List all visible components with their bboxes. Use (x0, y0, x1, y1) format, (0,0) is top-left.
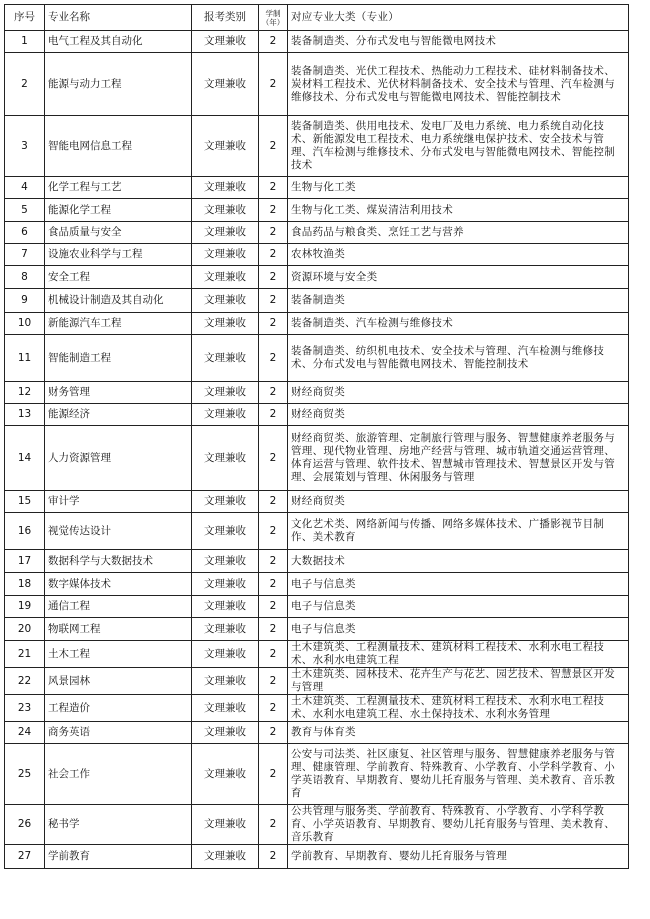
row-type: 文理兼收 (192, 177, 259, 199)
row-years: 2 (259, 289, 288, 313)
row-years: 2 (259, 744, 288, 805)
row-type: 文理兼收 (192, 513, 259, 550)
table-row (5, 641, 629, 668)
row-years: 2 (259, 722, 288, 744)
table-row (5, 289, 629, 313)
row-category: 财经商贸类 (288, 382, 629, 404)
row-name: 学前教育 (45, 845, 192, 869)
row-no: 8 (5, 266, 45, 289)
row-no: 26 (5, 805, 45, 845)
row-category: 生物与化工类 (288, 177, 629, 199)
row-no: 27 (5, 845, 45, 869)
row-name: 人力资源管理 (45, 426, 192, 491)
table-row (5, 222, 629, 244)
row-type: 文理兼收 (192, 404, 259, 426)
row-category: 学前教育、早期教育、婴幼儿托育服务与管理 (288, 845, 629, 869)
header-name: 专业名称 (45, 5, 192, 31)
table-row (5, 513, 629, 550)
table-row (5, 335, 629, 382)
row-no: 13 (5, 404, 45, 426)
row-category: 财经商贸类、旅游管理、定制旅行管理与服务、智慧健康养老服务与管理、现代物业管理、房地产经营与管理、城市轨道交通运营管理、体育运营与管理、软件技术、智慧城市管理技术、智慧景区开发与管理、会展策划与管理、休闲服务与管理 (288, 426, 629, 491)
row-years: 2 (259, 805, 288, 845)
row-type: 文理兼收 (192, 722, 259, 744)
table-row (5, 695, 629, 722)
row-name: 数字媒体技术 (45, 573, 192, 596)
row-years: 2 (259, 491, 288, 513)
header-years: 学制（年） (259, 5, 288, 31)
row-category: 财经商贸类 (288, 404, 629, 426)
row-no: 7 (5, 244, 45, 266)
table-row (5, 845, 629, 869)
row-years: 2 (259, 382, 288, 404)
row-type: 文理兼收 (192, 199, 259, 222)
row-no: 2 (5, 53, 45, 116)
major-table (4, 4, 629, 869)
row-no: 11 (5, 335, 45, 382)
table-row (5, 805, 629, 845)
row-type: 文理兼收 (192, 845, 259, 869)
row-type: 文理兼收 (192, 222, 259, 244)
row-name: 通信工程 (45, 596, 192, 618)
row-years: 2 (259, 244, 288, 266)
row-no: 20 (5, 618, 45, 641)
row-years: 2 (259, 641, 288, 668)
row-years: 2 (259, 266, 288, 289)
row-no: 17 (5, 550, 45, 573)
row-category: 财经商贸类 (288, 491, 629, 513)
row-type: 文理兼收 (192, 53, 259, 116)
table-row (5, 313, 629, 335)
row-category: 文化艺术类、网络新闻与传播、网络多媒体技术、广播影视节目制作、美术教育 (288, 513, 629, 550)
row-name: 数据科学与大数据技术 (45, 550, 192, 573)
row-no: 23 (5, 695, 45, 722)
row-years: 2 (259, 596, 288, 618)
row-name: 新能源汽车工程 (45, 313, 192, 335)
table-row (5, 668, 629, 695)
row-years: 2 (259, 550, 288, 573)
row-name: 审计学 (45, 491, 192, 513)
row-type: 文理兼收 (192, 744, 259, 805)
header-type: 报考类别 (192, 5, 259, 31)
row-years: 2 (259, 313, 288, 335)
row-years: 2 (259, 31, 288, 53)
row-years: 2 (259, 177, 288, 199)
row-type: 文理兼收 (192, 335, 259, 382)
row-category: 装备制造类、供用电技术、发电厂及电力系统、电力系统自动化技术、新能源发电工程技术、电力系统继电保护技术、安全技术与管理、汽车检测与维修技术、分布式发电与智能微电网技术、智能控制技术 (288, 116, 629, 177)
row-years: 2 (259, 404, 288, 426)
row-name: 能源与动力工程 (45, 53, 192, 116)
table-row (5, 116, 629, 177)
row-category: 土木建筑类、工程测量技术、建筑材料工程技术、水利水电工程技术、水利水电建筑工程 (288, 641, 629, 668)
row-name: 土木工程 (45, 641, 192, 668)
row-name: 机械设计制造及其自动化 (45, 289, 192, 313)
row-no: 6 (5, 222, 45, 244)
row-years: 2 (259, 222, 288, 244)
row-name: 安全工程 (45, 266, 192, 289)
table-row (5, 382, 629, 404)
row-type: 文理兼收 (192, 491, 259, 513)
row-years: 2 (259, 53, 288, 116)
row-type: 文理兼收 (192, 805, 259, 845)
table-row (5, 596, 629, 618)
row-years: 2 (259, 845, 288, 869)
row-no: 22 (5, 668, 45, 695)
row-type: 文理兼收 (192, 382, 259, 404)
row-category: 资源环境与安全类 (288, 266, 629, 289)
row-years: 2 (259, 695, 288, 722)
row-no: 16 (5, 513, 45, 550)
row-no: 3 (5, 116, 45, 177)
row-name: 食品质量与安全 (45, 222, 192, 244)
row-category: 农林牧渔类 (288, 244, 629, 266)
row-type: 文理兼收 (192, 313, 259, 335)
row-years: 2 (259, 618, 288, 641)
row-category: 装备制造类、汽车检测与维修技术 (288, 313, 629, 335)
row-name: 电气工程及其自动化 (45, 31, 192, 53)
row-type: 文理兼收 (192, 116, 259, 177)
row-no: 19 (5, 596, 45, 618)
row-category: 电子与信息类 (288, 573, 629, 596)
row-type: 文理兼收 (192, 668, 259, 695)
header-category: 对应专业大类（专业） (288, 5, 629, 31)
table-row (5, 491, 629, 513)
row-category: 装备制造类、纺织机电技术、安全技术与管理、汽车检测与维修技术、分布式发电与智能微电网技术、智能控制技术 (288, 335, 629, 382)
row-name: 能源化学工程 (45, 199, 192, 222)
table-row (5, 744, 629, 805)
row-name: 风景园林 (45, 668, 192, 695)
row-name: 物联网工程 (45, 618, 192, 641)
table-row (5, 426, 629, 491)
row-category: 装备制造类、光伏工程技术、热能动力工程技术、硅材料制备技术、炭材料工程技术、光伏材料制备技术、安全技术与管理、汽车检测与维修技术、分布式发电与智能微电网技术、智能控制技术 (288, 53, 629, 116)
header-no: 序号 (5, 5, 45, 31)
row-type: 文理兼收 (192, 266, 259, 289)
row-category: 装备制造类 (288, 289, 629, 313)
row-no: 21 (5, 641, 45, 668)
header-row (5, 5, 629, 31)
row-no: 4 (5, 177, 45, 199)
row-no: 25 (5, 744, 45, 805)
row-type: 文理兼收 (192, 618, 259, 641)
row-years: 2 (259, 426, 288, 491)
document-page (4, 4, 629, 869)
row-no: 15 (5, 491, 45, 513)
row-name: 设施农业科学与工程 (45, 244, 192, 266)
row-no: 14 (5, 426, 45, 491)
row-category: 公安与司法类、社区康复、社区管理与服务、智慧健康养老服务与管理、健康管理、学前教育、特殊教育、小学教育、小学科学教育、小学英语教育、早期教育、婴幼儿托育服务与管理、美术教育、音乐教育 (288, 744, 629, 805)
row-no: 10 (5, 313, 45, 335)
row-type: 文理兼收 (192, 244, 259, 266)
row-years: 2 (259, 335, 288, 382)
row-no: 5 (5, 199, 45, 222)
row-name: 商务英语 (45, 722, 192, 744)
row-category: 大数据技术 (288, 550, 629, 573)
table-row (5, 550, 629, 573)
row-type: 文理兼收 (192, 31, 259, 53)
row-name: 智能电网信息工程 (45, 116, 192, 177)
table-row (5, 31, 629, 53)
row-type: 文理兼收 (192, 573, 259, 596)
row-name: 视觉传达设计 (45, 513, 192, 550)
row-name: 秘书学 (45, 805, 192, 845)
table-row (5, 618, 629, 641)
row-category: 生物与化工类、煤炭清洁利用技术 (288, 199, 629, 222)
row-name: 化学工程与工艺 (45, 177, 192, 199)
table-row (5, 404, 629, 426)
row-category: 土木建筑类、工程测量技术、建筑材料工程技术、水利水电工程技术、水利水电建筑工程、水土保持技术、水利水务管理 (288, 695, 629, 722)
row-category: 食品药品与粮食类、烹饪工艺与营养 (288, 222, 629, 244)
row-type: 文理兼收 (192, 550, 259, 573)
row-category: 装备制造类、分布式发电与智能微电网技术 (288, 31, 629, 53)
row-no: 12 (5, 382, 45, 404)
row-type: 文理兼收 (192, 695, 259, 722)
table-body (5, 31, 629, 869)
row-name: 工程造价 (45, 695, 192, 722)
table-row (5, 199, 629, 222)
row-no: 9 (5, 289, 45, 313)
row-years: 2 (259, 668, 288, 695)
row-years: 2 (259, 116, 288, 177)
row-type: 文理兼收 (192, 426, 259, 491)
row-no: 1 (5, 31, 45, 53)
row-category: 电子与信息类 (288, 596, 629, 618)
row-name: 能源经济 (45, 404, 192, 426)
table-row (5, 266, 629, 289)
table-row (5, 53, 629, 116)
row-no: 18 (5, 573, 45, 596)
row-no: 24 (5, 722, 45, 744)
row-category: 土木建筑类、园林技术、花卉生产与花艺、园艺技术、智慧景区开发与管理 (288, 668, 629, 695)
row-name: 财务管理 (45, 382, 192, 404)
row-type: 文理兼收 (192, 596, 259, 618)
row-category: 公共管理与服务类、学前教育、特殊教育、小学教育、小学科学教育、小学英语教育、早期教育、婴幼儿托育服务与管理、美术教育、音乐教育 (288, 805, 629, 845)
table-row (5, 722, 629, 744)
row-category: 电子与信息类 (288, 618, 629, 641)
row-name: 智能制造工程 (45, 335, 192, 382)
row-type: 文理兼收 (192, 289, 259, 313)
row-type: 文理兼收 (192, 641, 259, 668)
row-years: 2 (259, 199, 288, 222)
row-category: 教育与体育类 (288, 722, 629, 744)
table-row (5, 244, 629, 266)
table-row (5, 573, 629, 596)
row-years: 2 (259, 513, 288, 550)
row-years: 2 (259, 573, 288, 596)
row-name: 社会工作 (45, 744, 192, 805)
table-row (5, 177, 629, 199)
